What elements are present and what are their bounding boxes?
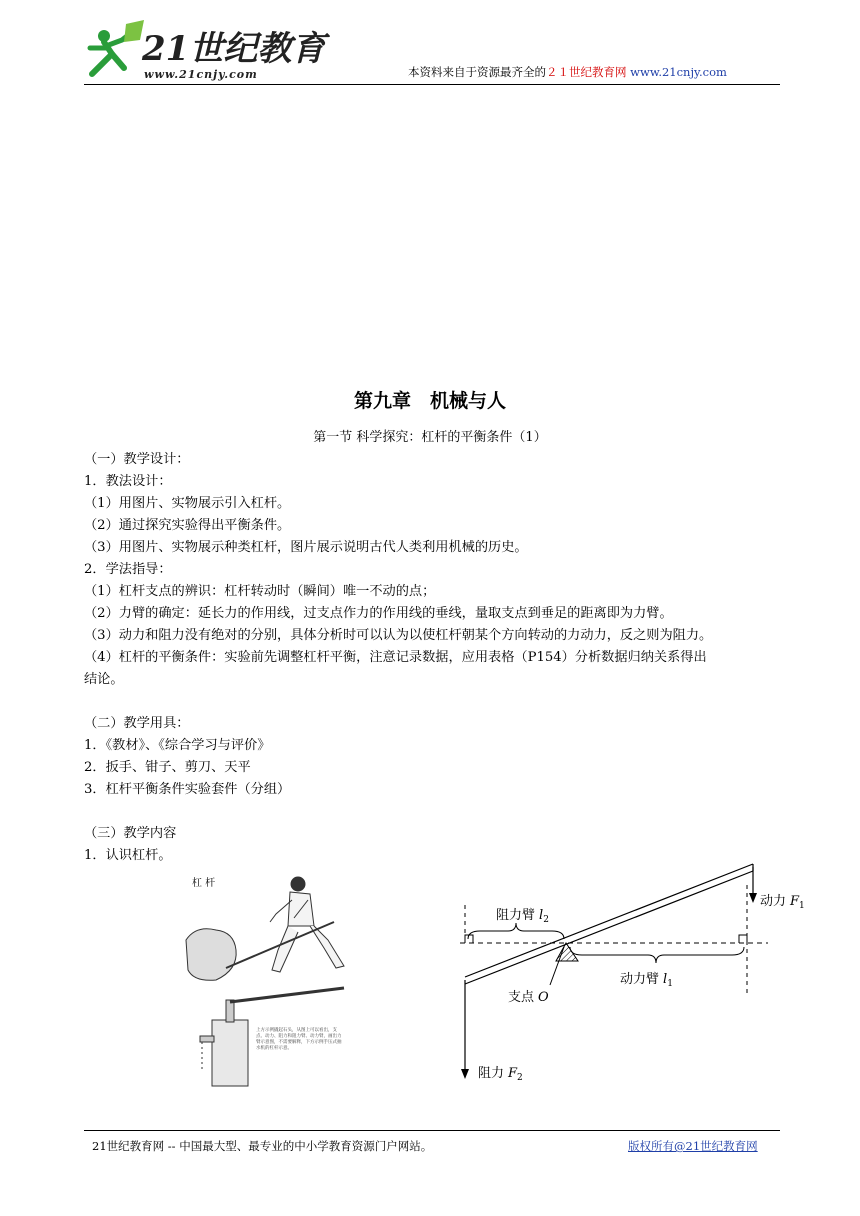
teaching-method-item: （2）通过探究实验得出平衡条件。 — [84, 518, 291, 533]
part3-heading: （三）教学内容 — [84, 826, 177, 841]
header-source-site[interactable]: ２１世纪教育网 — [546, 65, 627, 79]
runner-icon — [90, 20, 144, 74]
footer-copyright-link[interactable]: 版权所有@21世纪教育网 — [628, 1139, 758, 1153]
illustration-note: 上方示例撬起石头，从图上可以看出，支点、动力、阻力和阻力臂、动力臂，画出力臂示意图，不需要解释，下方示例手压式抽水机的杠杆示意。 — [256, 1028, 342, 1051]
lesson-body — [84, 449, 784, 867]
learning-guide-item: （4）杠杆的平衡条件：实验前先调整杠杆平衡，注意记录数据，应用表格（P154）分析数据归纳关系得出 — [84, 650, 707, 665]
tool-item: 3．杠杆平衡条件实验套件（分组） — [84, 782, 291, 797]
illustration-caption: 杠 杆 — [192, 878, 216, 889]
header-divider — [84, 84, 780, 85]
resist-arm-brace — [468, 923, 564, 939]
learning-guide-item-cont: 结论。 — [84, 672, 124, 687]
header-source-line — [408, 64, 727, 80]
lever-illustration — [186, 870, 346, 1086]
part2-heading: （二）教学用具： — [84, 716, 190, 731]
footer-tagline: 21世纪教育网 -- 中国最大型、最专业的中小学教育资源门户网站。 — [92, 1139, 433, 1153]
right-angle-left — [465, 935, 473, 943]
teaching-method-item: （1）用图片、实物展示引入杠杆。 — [84, 496, 291, 511]
header-source-prefix: 本资料来自于资源最齐全的 — [408, 65, 546, 79]
header-source-url[interactable]: www.21cnjy.com — [630, 65, 727, 79]
effort-arm-brace — [570, 947, 744, 963]
fulcrum-leader — [550, 947, 564, 985]
resist-force-label: 阻力 $F_2$ — [478, 1066, 523, 1083]
tool-item: 1．《教材》、《综合学习与评价》 — [84, 738, 271, 753]
rock-icon — [186, 929, 236, 981]
learning-guide-heading: 2．学法指导： — [84, 562, 172, 577]
effort-force-label: 动力 $F_1$ — [760, 894, 805, 911]
site-logo — [82, 18, 326, 84]
right-angle-right — [739, 935, 747, 943]
logo-url: www.21cnjy.com — [144, 68, 258, 81]
tool-item: 2．扳手、钳子、剪刀、天平 — [84, 760, 251, 775]
worker-icon — [270, 877, 344, 972]
learning-guide-item: （3）动力和阻力没有绝对的分别，具体分析时可以认为以使杠杆朝某个方向转动的力动力，反之则为阻力。 — [84, 628, 713, 643]
lever-edge-bottom — [465, 871, 753, 984]
teaching-method-item: （3）用图片、实物展示种类杠杆，图片展示说明古代人类利用机械的历史。 — [84, 540, 528, 555]
resist-arm-label: 阻力臂 $l_2$ — [496, 908, 549, 925]
learning-guide-item: （2）力臂的确定：延长力的作用线，过支点作力的作用线的垂线，量取支点到垂足的距离即为力臂。 — [84, 606, 673, 621]
chapter-title: 第九章 机械与人 — [353, 390, 506, 412]
fulcrum-triangle — [556, 943, 578, 961]
part1-heading: （一）教学设计： — [84, 452, 190, 467]
lever-force-diagram — [440, 855, 805, 1090]
footer-divider — [84, 1130, 780, 1131]
teaching-method-heading: 1．教法设计： — [84, 474, 172, 489]
logo-brand: 21世纪教育 — [142, 29, 326, 69]
section-title: 第一节 科学探究：杠杆的平衡条件（1） — [313, 430, 547, 445]
learning-guide-item: （1）杠杆支点的辨识：杠杆转动时（瞬间）唯一不动的点； — [84, 584, 436, 599]
fulcrum-label: 支点 O — [508, 990, 549, 1005]
effort-arm-label: 动力臂 $l_1$ — [620, 972, 673, 989]
content-item: 1．认识杠杆。 — [84, 848, 172, 863]
